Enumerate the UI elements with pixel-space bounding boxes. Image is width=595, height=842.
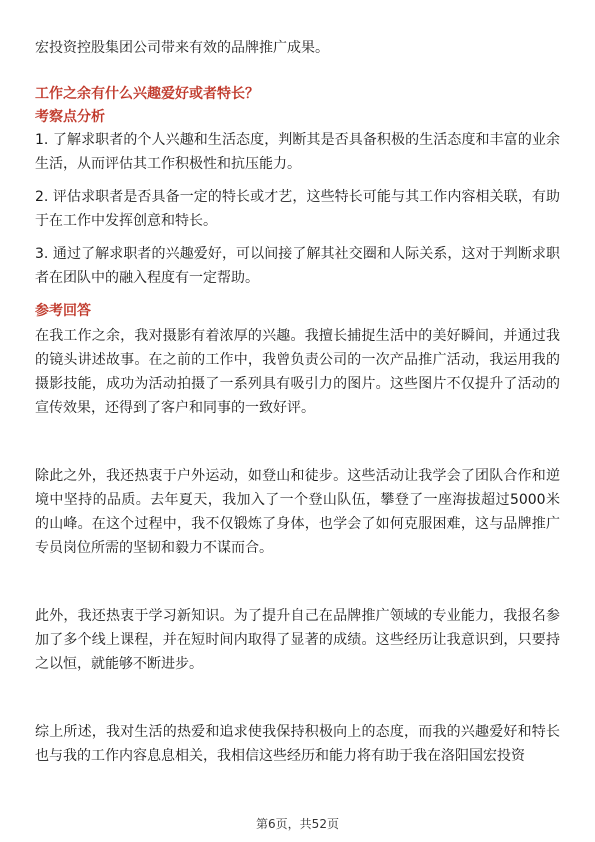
- intro-paragraph: 宏投资控股集团公司带来有效的品牌推广成果。: [35, 40, 329, 56]
- analysis-item-3: 3. 通过了解求职者的兴趣爱好，可以间接了解其社交圈和人际关系，这对于判断求职者在团队中的融入程度有一定帮助。: [35, 246, 560, 286]
- analysis-list: [35, 128, 560, 290]
- answer-heading: 参考回答: [35, 303, 91, 319]
- answer-paragraph-2: 除此之外，我还热衷于户外运动，如登山和徒步。这些活动让我学会了团队合作和逆境中坚持的品质。去年夏天，我加入了一个登山队伍，攀登了一座海拔超过5000米的山峰。在这个过程中，我不仅锻炼了身体，也学会了如何克服困难，这与品牌推广专员岗位所需的坚韧和毅力不谋而合。: [35, 468, 560, 556]
- page-content: [35, 36, 560, 768]
- analysis-item-1: 1. 了解求职者的个人兴趣和生活态度，判断其是否具备积极的生活态度和丰富的业余生活，从而评估其工作积极性和抗压能力。: [35, 132, 560, 172]
- interview-question: 工作之余有什么兴趣爱好或者特长？: [35, 86, 259, 102]
- answer-paragraph-4: 综上所述，我对生活的热爱和追求使我保持积极向上的态度，而我的兴趣爱好和特长也与我的工作内容息息相关，我相信这些经历和能力将有助于我在洛阳国宏投资: [35, 724, 560, 764]
- analysis-heading: 考察点分析: [35, 109, 105, 125]
- answer-paragraph-3: 此外，我还热衷于学习新知识。为了提升自己在品牌推广领域的专业能力，我报名参加了多个线上课程，并在短时间内取得了显著的成绩。这些经历让我意识到，只要持之以恒，就能够不断进步。: [35, 608, 560, 672]
- analysis-item-2: 2. 评估求职者是否具备一定的特长或才艺，这些特长可能与其工作内容相关联，有助于在工作中发挥创意和特长。: [35, 189, 560, 229]
- answer-body: [35, 324, 560, 768]
- page-number: 第6页，共52页: [256, 817, 339, 831]
- answer-paragraph-1: 在我工作之余，我对摄影有着浓厚的兴趣。我擅长捕捉生活中的美好瞬间，并通过我的镜头讲述故事。在之前的工作中，我曾负责公司的一次产品推广活动，我运用我的摄影技能，成功为活动拍摄了一系列具有吸引力的图片。这些图片不仅提升了活动的宣传效果，还得到了客户和同事的一致好评。: [35, 328, 560, 416]
